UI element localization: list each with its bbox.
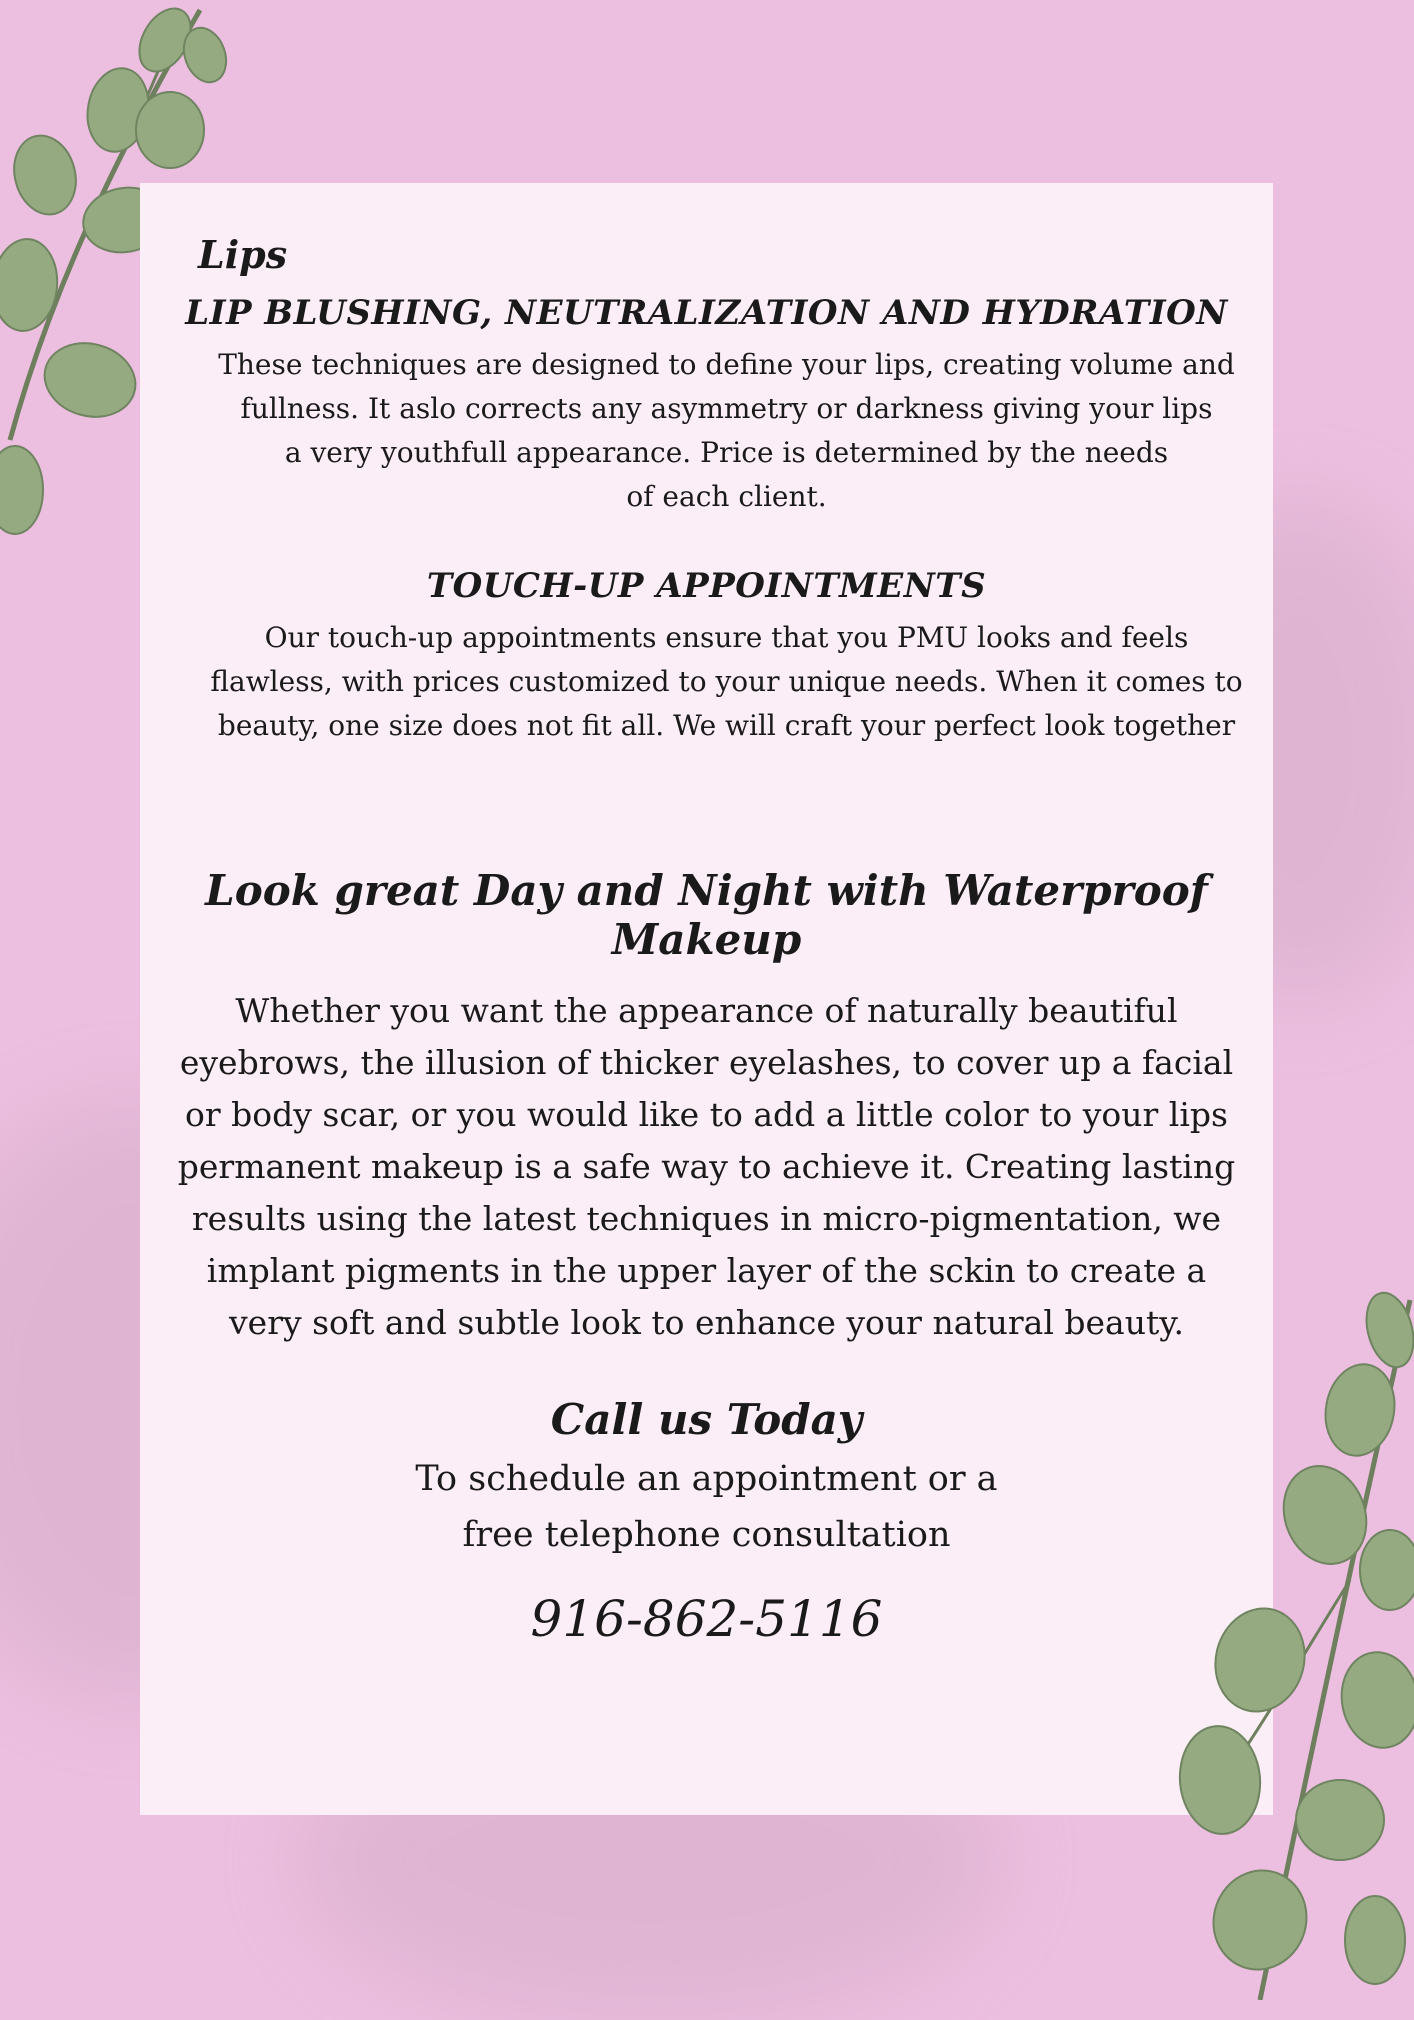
section-label: Lips	[198, 232, 288, 277]
feature-paragraph	[175, 985, 1238, 1349]
phone-number[interactable]: 916-862-5116	[530, 1590, 883, 1648]
service-description	[200, 343, 1253, 519]
description-line: beauty, one size does not fit all. We will craft your perfect look together	[217, 709, 1236, 742]
feature-line: or body scar, or you would like to add a little color to your lips	[185, 1095, 1228, 1134]
cta-text	[140, 1451, 1273, 1563]
service-description	[200, 616, 1253, 748]
cta-heading: Call us Today	[550, 1395, 863, 1444]
description-line: a very youthfull appearance. Price is determined by the needs	[284, 436, 1169, 469]
description-line: flawless, with prices customized to your unique needs. When it comes to	[210, 665, 1243, 698]
description-line: Our touch-up appointments ensure that you PMU looks and feels	[264, 621, 1189, 654]
cta-line: To schedule an appointment or a	[415, 1459, 998, 1499]
feature-line: permanent makeup is a safe way to achieve it. Creating lasting	[177, 1147, 1236, 1186]
service-title: LIP BLUSHING, NEUTRALIZATION AND HYDRATION	[185, 293, 1228, 333]
description-line: of each client.	[626, 480, 827, 513]
description-line: fullness. It aslo corrects any asymmetry or darkness giving your lips	[240, 392, 1213, 425]
description-line: These techniques are designed to define your lips, creating volume and	[218, 348, 1235, 381]
feature-line: Whether you want the appearance of naturally beautiful	[235, 991, 1178, 1030]
cta-line: free telephone consultation	[462, 1515, 951, 1555]
service-title: TOUCH-UP APPOINTMENTS	[426, 566, 987, 606]
feature-line: eyebrows, the illusion of thicker eyelashes, to cover up a facial	[179, 1043, 1234, 1082]
feature-line: results using the latest techniques in micro-pigmentation, we	[191, 1199, 1222, 1238]
feature-line: implant pigments in the upper layer of the sckin to create a	[206, 1251, 1207, 1290]
feature-heading: Look great Day and Night with Waterproof Makeup	[205, 866, 1208, 964]
feature-line: very soft and subtle look to enhance your natural beauty.	[229, 1303, 1184, 1342]
